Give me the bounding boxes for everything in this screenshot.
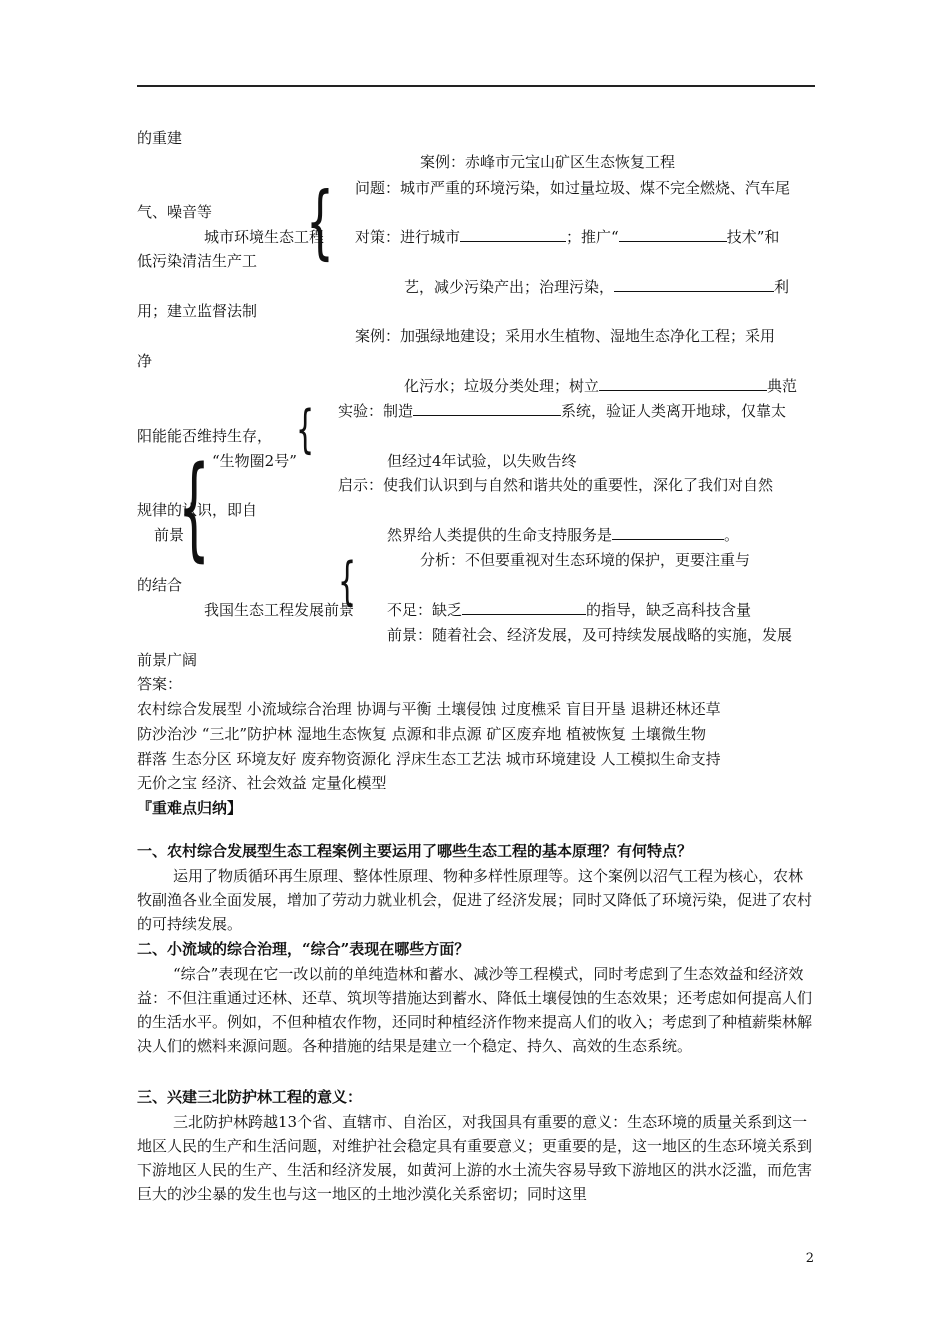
answers-row: 无价之宝 经济、社会效益 定量化模型	[137, 774, 387, 792]
question-heading: 二、小流域的综合治理，“综合”表现在哪些方面？	[137, 940, 470, 958]
outline-line: 实验：制造 系统，验证人类离开地球，仅靠太	[338, 402, 787, 420]
page-number: 2	[805, 1251, 814, 1266]
answer-blank	[462, 599, 586, 615]
outline-line: 对策：进行城市 ；推广“ 技术”和	[355, 228, 780, 246]
outline-line: 净	[137, 352, 153, 370]
question-heading: 三、兴建三北防护林工程的意义：	[137, 1088, 363, 1106]
answer-blank	[413, 400, 561, 416]
section-title: 『重难点归纳】	[137, 799, 243, 817]
answer-blank	[599, 375, 767, 391]
answers-label: 答案：	[137, 675, 183, 693]
outline-heading: 前景	[154, 526, 185, 544]
answer-blank	[619, 226, 727, 242]
answer-paragraph: “综合”表现在它一改以前的单纯造林和蓄水、减沙等工程模式，同时考虑到了生态效益和经济效益：不但注重通过还林、还草、筑坝等措施达到蓄水、降低土壤侵蚀的生态效果；还考虑如何提高人们的生活水平。例如，不但种植农作物，还同时种植经济作物来提高人们的收入；考虑到了种植薪柴林解决人们的燃料来源问题。各种措施的结果是建立一个稳定、持久、高效的生态系统。	[137, 965, 813, 1055]
answers-row: 群落 生态分区 环境友好 废弃物资源化 浮床生态工艺法 城市环境建设 人工模拟生命支持	[137, 750, 721, 768]
outline-line: 分析：不但要重视对生态环境的保护，更要注重与	[420, 551, 751, 569]
outline-line: 化污水；垃圾分类处理；树立 典范	[404, 377, 798, 395]
outline-line: 低污染清洁生产工	[137, 252, 258, 270]
answer-paragraph: 运用了物质循环再生原理、整体性原理、物种多样性原理等。这个案例以沼气工程为核心，农林牧副渔各业全面发展，增加了劳动力就业机会，促进了经济发展；同时又降低了环境污染，促进了农村的可持续发展。	[137, 867, 813, 933]
brace-icon: {	[338, 552, 357, 612]
brace-icon: {	[178, 443, 211, 573]
case-title: 案例：赤峰市元宝山矿区生态恢复工程	[420, 153, 676, 171]
outline-line: 的结合	[137, 576, 183, 594]
outline-line: 前景：随着社会、经济发展，及可持续发展战略的实施，发展	[387, 626, 793, 644]
outline-line: 前景广阔	[137, 651, 198, 669]
outline-line: 规律的认识，即自	[137, 501, 258, 519]
answer-blank	[612, 524, 724, 540]
outline-line: 不足：缺乏 的指导，缺乏高科技含量	[387, 601, 752, 619]
header-rule	[137, 85, 815, 87]
outline-heading: 我国生态工程发展前景	[204, 601, 355, 619]
outline-line: 问题：城市严重的环境污染，如过量垃圾、煤不完全燃烧、汽车尾	[355, 179, 791, 197]
answers-row: 防沙治沙 “三北”防护林 湿地生态恢复 点源和非点源 矿区废弃地 植被恢复 土壤微生物	[137, 725, 706, 743]
outline-line: 阳能能否维持生存，	[137, 427, 273, 445]
answer-blank	[614, 276, 774, 292]
outline-line: 启示：使我们认识到与自然和谐共处的重要性，深化了我们对自然	[338, 476, 774, 494]
brace-icon: {	[306, 175, 334, 268]
outline-line: 用；建立监督法制	[137, 302, 258, 320]
outline-heading: 城市环境生态工程	[204, 228, 325, 246]
outline-line: 艺，减少污染产出；治理污染， 利	[404, 278, 790, 296]
outline-line: 气、噪音等	[137, 203, 213, 221]
outline-heading: “生物圈2号”	[212, 452, 297, 470]
answer-blank	[460, 226, 566, 242]
outline-line: 案例：加强绿地建设；采用水生植物、湿地生态净化工程；采用	[355, 327, 776, 345]
brace-icon: {	[296, 400, 315, 460]
outline-line: 但经过4年试验，以失败告终	[387, 452, 577, 470]
question-heading: 一、农村综合发展型生态工程案例主要运用了哪些生态工程的基本原理？有何特点？	[137, 842, 693, 860]
answers-row: 农村综合发展型 小流域综合治理 协调与平衡 土壤侵蚀 过度樵采 盲目开垦 退耕还林还草	[137, 700, 721, 718]
outline-line: 的重建	[137, 129, 183, 147]
outline-line: 然界给人类提供的生命支持服务是 。	[387, 526, 740, 544]
answer-paragraph: 三北防护林跨越13个省、直辖市、自治区，对我国具有重要的意义：生态环境的质量关系到这一地区人民的生产和生活问题，对维护社会稳定具有重要意义；更重要的是，这一地区的生态环境关系到下游地区人民的生产、生活和经济发展，如黄河上游的水土流失容易导致下游地区的洪水泛滥，而危害巨大的沙尘暴的发生也与这一地区的土地沙漠化关系密切；同时这里	[137, 1113, 813, 1203]
